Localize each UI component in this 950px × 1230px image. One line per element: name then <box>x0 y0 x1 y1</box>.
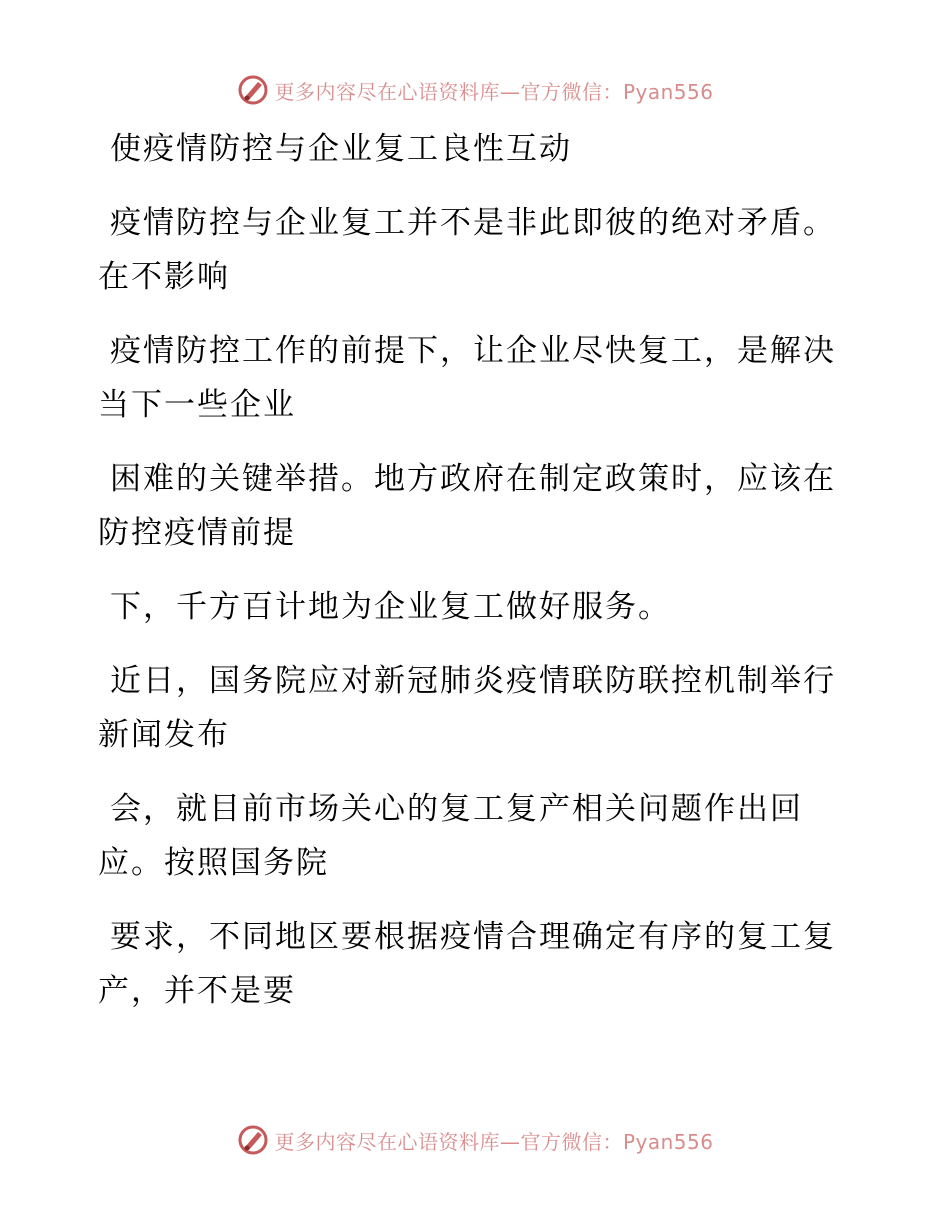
watermark-text: 更多内容尽在心语资料库—官方微信：Pyan556 <box>274 79 714 104</box>
paragraph: 困难的关键举措。地方政府在制定政策时，应该在防控疫情前提 <box>98 461 836 551</box>
paragraph: 使疫情防控与企业复工良性互动 <box>110 131 572 167</box>
paragraph: 疫情防控工作的前提下，让企业尽快复工，是解决当下一些企业 <box>98 333 836 423</box>
paragraph: 会，就目前市场关心的复工复产相关问题作出回应。按照国务院 <box>98 791 803 881</box>
logo-icon <box>236 73 270 107</box>
watermark-text: 更多内容尽在心语资料库—官方微信：Pyan556 <box>274 1129 714 1154</box>
header-watermark <box>0 70 950 110</box>
paragraph: 疫情防控与企业复工并不是非此即彼的绝对矛盾。在不影响 <box>98 205 836 295</box>
footer-watermark <box>0 1120 950 1160</box>
paragraph: 下，千方百计地为企业复工做好服务。 <box>110 589 671 625</box>
paragraph: 近日，国务院应对新冠肺炎疫情联防联控机制举行新闻发布 <box>98 663 836 753</box>
paragraph: 要求，不同地区要根据疫情合理确定有序的复工复产，并不是要 <box>98 919 836 1009</box>
document-body <box>98 122 838 1038</box>
logo-icon <box>236 1123 270 1157</box>
